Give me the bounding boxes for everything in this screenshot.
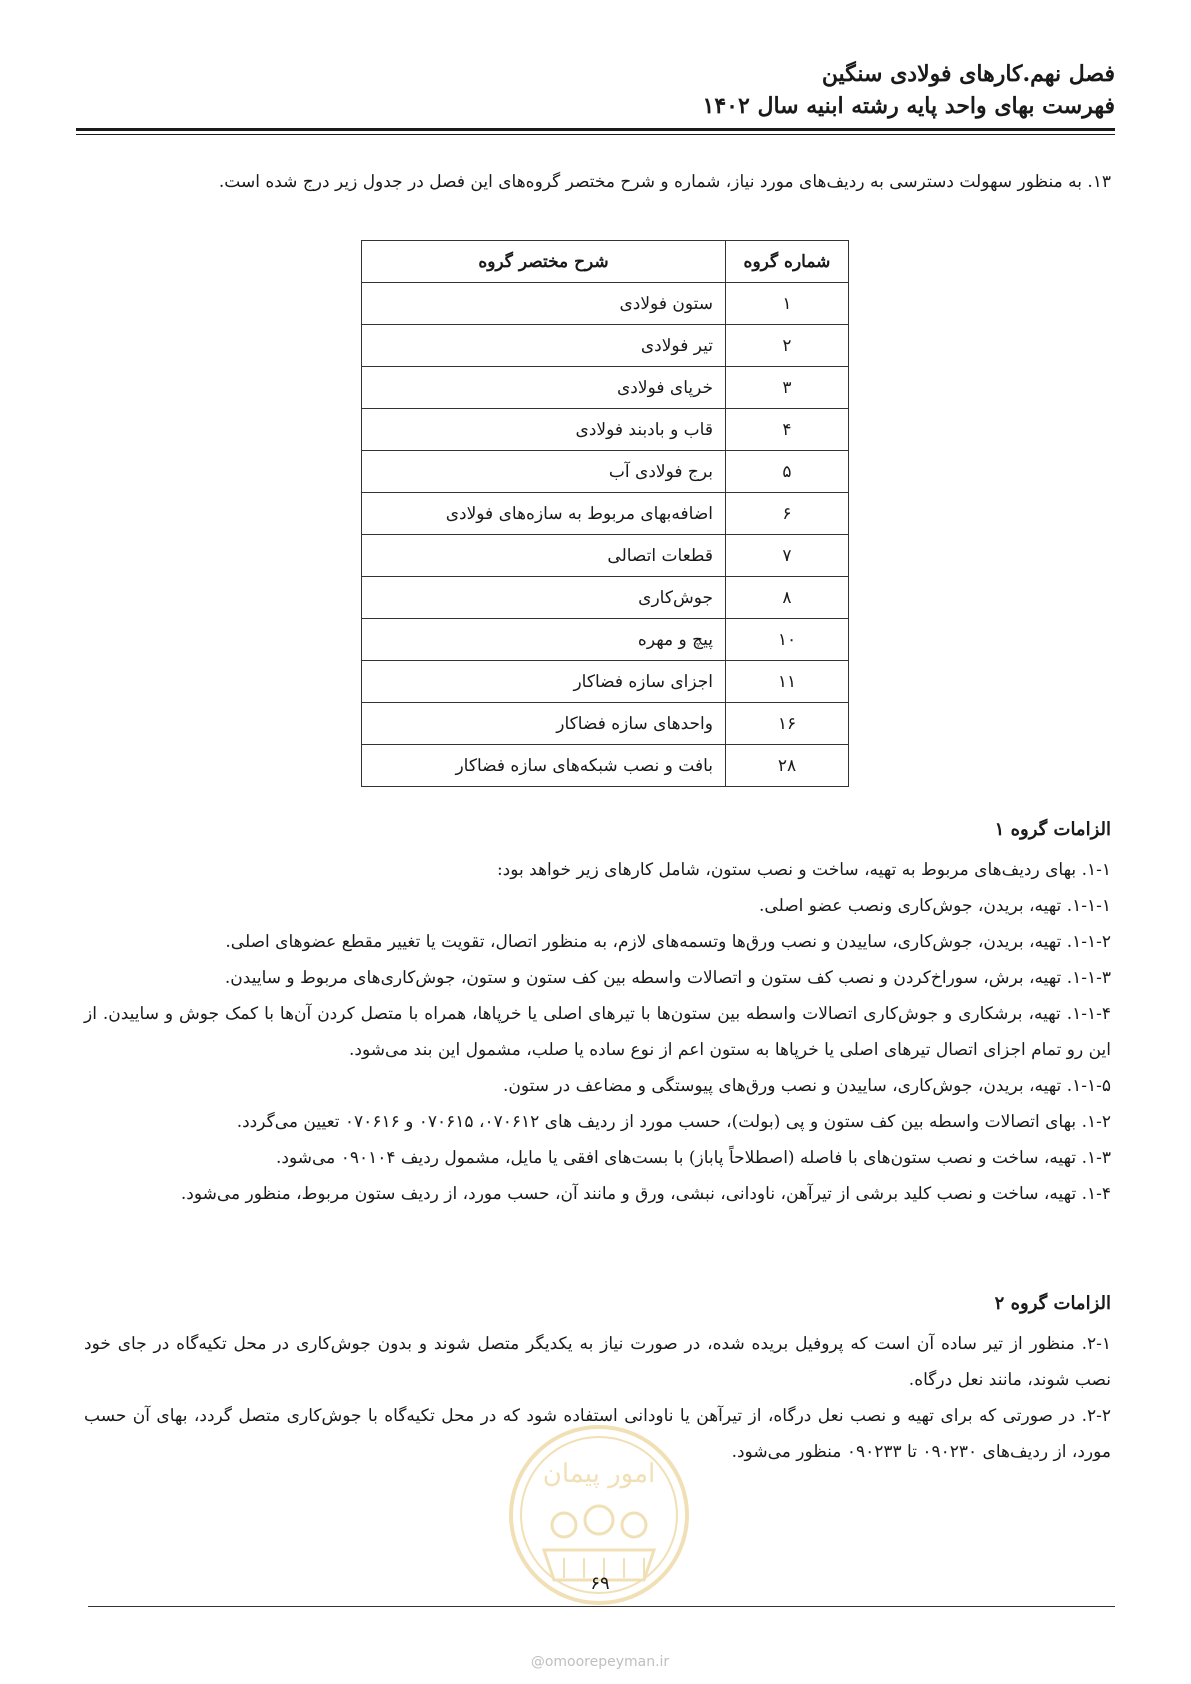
requirement-item: ۱-۱-۱. تهیه، بریدن، جوش‌کاری ونصب عضو اصلی. (759, 896, 1111, 916)
footer-rule (88, 1606, 1115, 1607)
table-row (362, 619, 849, 661)
column-header-number: شماره گروه (726, 241, 849, 283)
group-number: ۸ (726, 577, 849, 619)
group-number: ۳ (726, 367, 849, 409)
group-number: ۷ (726, 535, 849, 577)
group-number: ۱ (726, 283, 849, 325)
group-description: جوش‌کاری (362, 577, 726, 619)
document-subtitle: فهرست بهای واحد پایه رشته ابنیه سال ۱۴۰۲ (702, 93, 1115, 119)
group-description: بافت و نصب شبکه‌های سازه فضاکار (362, 745, 726, 787)
intro-paragraph: ۱۳. به منظور سهولت دسترسی به ردیف‌های مورد نیاز، شماره و شرح مختصر گروه‌های این فصل در جدول زیر درج شده است. (218, 172, 1111, 192)
table-row (362, 661, 849, 703)
requirement-item: ۱-۱. بهای ردیف‌های مربوط به تهیه، ساخت و نصب ستون، شامل کارهای زیر خواهد بود: (496, 860, 1111, 880)
groups-table (361, 240, 849, 787)
table-row (362, 577, 849, 619)
requirement-item: ۱-۱-۴. تهیه، برشکاری و جوش‌کاری اتصالات واسطه بین ستون‌ها با تیرهای اصلی یا خرپاها، همراه با متصل کردن آن‌ها با کمک جوش و ساییدن. از این رو تمام اجزای اتصال تیرهای اصلی یا خرپاها به ستون اعم از نوع ساده یا صلب، مشمول این بند می‌شود. (84, 1004, 1111, 1060)
requirement-item: ۲-۲. در صورتی که برای تهیه و نصب نعل درگاه، از تیرآهن یا ناودانی استفاده شود که در محل تکیه‌گاه با جوش‌کاری متصل گردد، بهای آن حسب مورد، از ردیف‌های ۰۹۰۲۳۰ تا ۰۹۰۲۳۳ منظور می‌شود. (84, 1406, 1111, 1462)
group-description: برج فولادی آب (362, 451, 726, 493)
header-rule-thin (76, 134, 1115, 135)
group-number: ۲۸ (726, 745, 849, 787)
page-number: ۶۹ (590, 1573, 610, 1594)
header-rule-thick (76, 128, 1115, 131)
group-number: ۴ (726, 409, 849, 451)
group-description: خرپای فولادی (362, 367, 726, 409)
group-description: اجزای سازه فضاکار (362, 661, 726, 703)
group-number: ۵ (726, 451, 849, 493)
group-description: واحدهای سازه فضاکار (362, 703, 726, 745)
group-number: ۱۱ (726, 661, 849, 703)
table-row (362, 703, 849, 745)
table-row (362, 325, 849, 367)
requirement-item: ۱-۴. تهیه، ساخت و نصب کلید برشی از تیرآهن، ناودانی، نبشی، ورق و مانند آن، حسب مورد، از ردیف ستون مربوط، منظور می‌شود. (180, 1184, 1111, 1204)
group-description: تیر فولادی (362, 325, 726, 367)
requirement-item: ۱-۲. بهای اتصالات واسطه بین کف ستون و پی (بولت)، حسب مورد از ردیف های ۰۷۰۶۱۲، ۰۷۰۶۱۵ و ۰۷۰۶۱۶ تعیین می‌گردد. (236, 1112, 1111, 1132)
group-number: ۱۶ (726, 703, 849, 745)
requirement-item: ۱-۱-۳. تهیه، برش، سوراخ‌کردن و نصب کف ستون و اتصالات واسطه بین کف ستون و ستون، جوش‌کاری‌های مربوط و ساییدن. (224, 968, 1111, 988)
table-row (362, 283, 849, 325)
table-row (362, 451, 849, 493)
group-1-requirements (84, 812, 1111, 1212)
group-description: قاب و بادبند فولادی (362, 409, 726, 451)
page-header (80, 58, 1115, 122)
group-description: ستون فولادی (362, 283, 726, 325)
table-row (362, 367, 849, 409)
column-header-description: شرح مختصر گروه (362, 241, 726, 283)
requirement-item: ۱-۱-۲. تهیه، بریدن، جوش‌کاری، ساییدن و نصب ورق‌ها وتسمه‌های لازم، به منظور اتصال، تقویت یا تغییر مقطع عضوهای اصلی. (225, 932, 1111, 952)
table-row (362, 745, 849, 787)
footer-site-link[interactable]: @omoorepeyman.ir (530, 1654, 670, 1670)
group-number: ۶ (726, 493, 849, 535)
group-number: ۱۰ (726, 619, 849, 661)
table-row (362, 535, 849, 577)
watermark-text: امور پیمان (542, 1459, 656, 1489)
table-header-row (362, 241, 849, 283)
chapter-title: فصل نهم.کارهای فولادی سنگین (821, 61, 1115, 87)
requirement-item: ۱-۳. تهیه، ساخت و نصب ستون‌های با فاصله (اصطلاحاً پاباز) با بست‌های افقی یا مایل، مشمول ردیف ۰۹۰۱۰۴ می‌شود. (276, 1148, 1111, 1168)
section-heading: الزامات گروه ۲ (994, 1293, 1111, 1314)
group-description: پیچ و مهره (362, 619, 726, 661)
requirement-item: ۱-۱-۵. تهیه، بریدن، جوش‌کاری، ساییدن و نصب ورق‌های پیوستگی و مضاعف در ستون. (502, 1076, 1111, 1096)
table-row (362, 493, 849, 535)
requirement-item: ۲-۱. منظور از تیر ساده آن است که پروفیل بریده شده، در صورت نیاز به یکدیگر متصل شوند و بدون جوش‌کاری در محل تکیه‌گاه در جای خود نصب شوند، مانند نعل درگاه. (84, 1334, 1111, 1390)
group-number: ۲ (726, 325, 849, 367)
group-description: قطعات اتصالی (362, 535, 726, 577)
section-heading: الزامات گروه ۱ (994, 819, 1111, 840)
table-row (362, 409, 849, 451)
group-description: اضافه‌بهای مربوط به سازه‌های فولادی (362, 493, 726, 535)
